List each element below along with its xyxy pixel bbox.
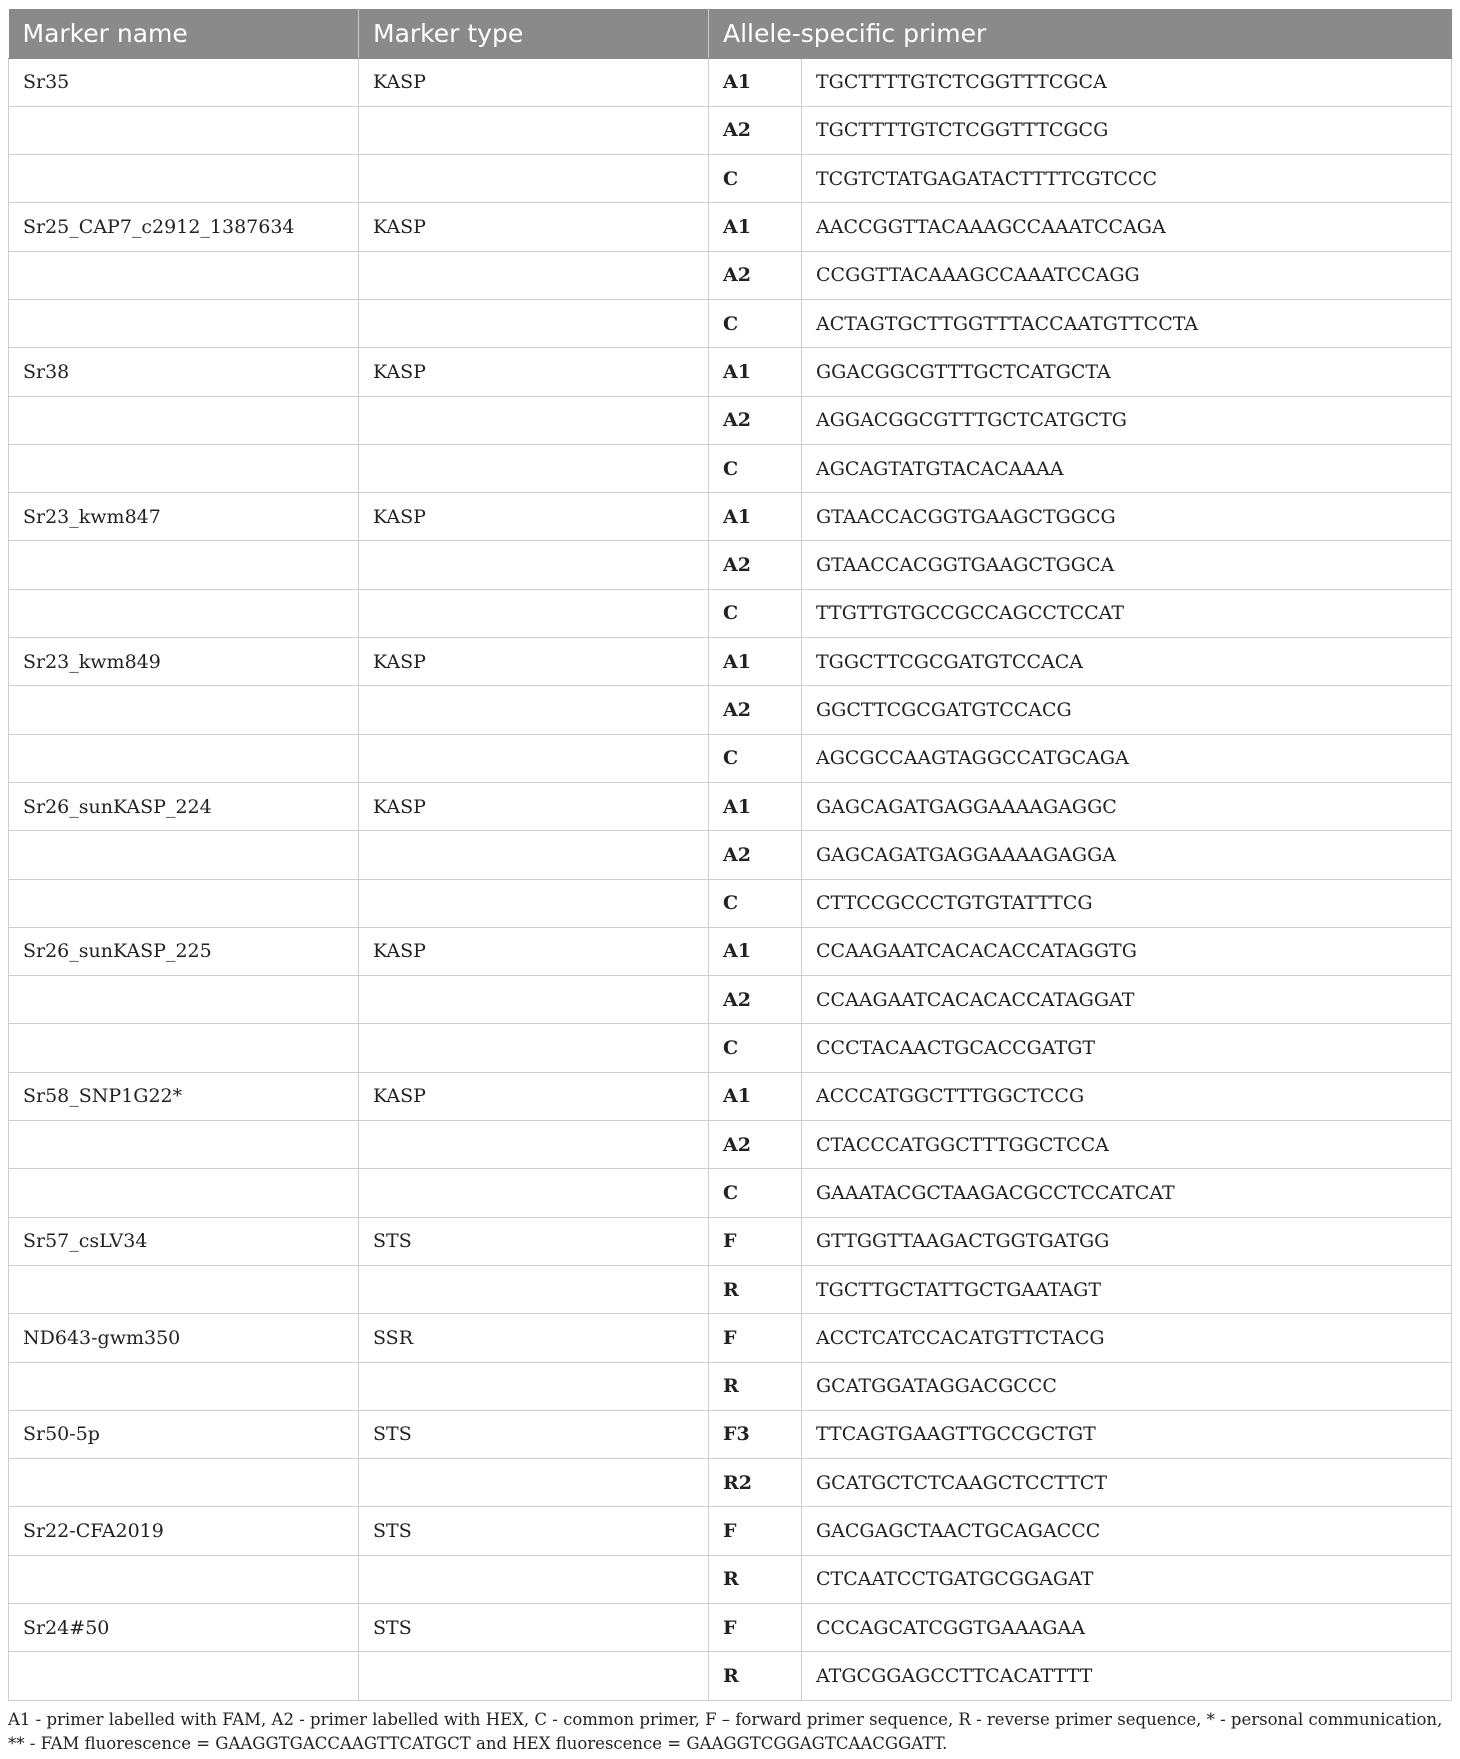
primer-sequence-cell: TCGTCTATGAGATACTTTTCGTCCC xyxy=(802,155,1452,203)
marker-type-cell: STS xyxy=(359,1410,709,1458)
primer-code-cell: R2 xyxy=(709,1459,802,1507)
marker-type-cell xyxy=(359,976,709,1024)
marker-name-cell xyxy=(9,1555,359,1603)
marker-name-cell xyxy=(9,444,359,492)
marker-name-cell xyxy=(9,734,359,782)
table-header xyxy=(9,9,1452,58)
table-row xyxy=(9,444,1452,492)
table-row xyxy=(9,1024,1452,1072)
primer-sequence-cell: GAAATACGCTAAGACGCCTCCATCAT xyxy=(802,1169,1452,1217)
marker-type-cell: KASP xyxy=(359,1072,709,1120)
marker-name-cell xyxy=(9,1652,359,1700)
table-row xyxy=(9,1169,1452,1217)
table-row xyxy=(9,1555,1452,1603)
marker-name-cell: Sr22-CFA2019 xyxy=(9,1507,359,1555)
primer-sequence-cell: TTCAGTGAAGTTGCCGCTGT xyxy=(802,1410,1452,1458)
table-row xyxy=(9,58,1452,106)
marker-type-cell xyxy=(359,1265,709,1313)
primer-code-cell: C xyxy=(709,444,802,492)
primer-sequence-cell: ATGCGGAGCCTTCACATTTT xyxy=(802,1652,1452,1700)
marker-name-cell: Sr35 xyxy=(9,58,359,106)
primer-sequence-cell: CCCAGCATCGGTGAAAGAA xyxy=(802,1604,1452,1652)
primer-sequence-cell: GGCTTCGCGATGTCCACG xyxy=(802,686,1452,734)
marker-type-cell xyxy=(359,251,709,299)
marker-name-cell: Sr23_kwm849 xyxy=(9,638,359,686)
table-row xyxy=(9,589,1452,637)
primer-code-cell: R xyxy=(709,1362,802,1410)
marker-type-cell: STS xyxy=(359,1604,709,1652)
marker-name-cell xyxy=(9,106,359,154)
marker-name-cell xyxy=(9,251,359,299)
marker-name-cell xyxy=(9,1459,359,1507)
marker-type-cell: SSR xyxy=(359,1314,709,1362)
primer-sequence-cell: GAGCAGATGAGGAAAAGAGGA xyxy=(802,831,1452,879)
primer-code-cell: A1 xyxy=(709,58,802,106)
primer-code-cell: A2 xyxy=(709,686,802,734)
primer-sequence-cell: AGCGCCAAGTAGGCCATGCAGA xyxy=(802,734,1452,782)
marker-type-cell: KASP xyxy=(359,493,709,541)
marker-name-cell xyxy=(9,976,359,1024)
primer-code-cell: A2 xyxy=(709,396,802,444)
primer-sequence-cell: TGGCTTCGCGATGTCCACA xyxy=(802,638,1452,686)
marker-type-cell xyxy=(359,1652,709,1700)
primer-code-cell: A2 xyxy=(709,1121,802,1169)
primer-code-cell: A1 xyxy=(709,782,802,830)
table-row xyxy=(9,348,1452,396)
primer-sequence-cell: GCATGGATAGGACGCCC xyxy=(802,1362,1452,1410)
primer-code-cell: R xyxy=(709,1555,802,1603)
primer-code-cell: C xyxy=(709,1024,802,1072)
table-row xyxy=(9,1217,1452,1265)
primer-table-container xyxy=(8,9,1451,1701)
table-row xyxy=(9,493,1452,541)
primer-code-cell: F xyxy=(709,1314,802,1362)
marker-name-cell: Sr26_sunKASP_225 xyxy=(9,927,359,975)
table-row xyxy=(9,638,1452,686)
primer-code-cell: R xyxy=(709,1265,802,1313)
marker-name-cell xyxy=(9,831,359,879)
primer-sequence-cell: AACCGGTTACAAAGCCAAATCCAGA xyxy=(802,203,1452,251)
marker-type-cell: KASP xyxy=(359,638,709,686)
marker-type-cell: KASP xyxy=(359,782,709,830)
table-row xyxy=(9,927,1452,975)
table-row xyxy=(9,1604,1452,1652)
marker-name-cell: Sr23_kwm847 xyxy=(9,493,359,541)
marker-type-cell xyxy=(359,1024,709,1072)
primer-sequence-cell: ACTAGTGCTTGGTTTACCAATGTTCCTA xyxy=(802,299,1452,347)
header-allele-specific-primer: Allele-specific primer xyxy=(709,9,1452,58)
primer-sequence-cell: GTTGGTTAAGACTGGTGATGG xyxy=(802,1217,1452,1265)
header-marker-name: Marker name xyxy=(9,9,359,58)
marker-name-cell xyxy=(9,879,359,927)
table-body xyxy=(9,58,1452,1700)
marker-name-cell: Sr26_sunKASP_224 xyxy=(9,782,359,830)
primer-code-cell: C xyxy=(709,155,802,203)
marker-name-cell xyxy=(9,1024,359,1072)
table-row xyxy=(9,396,1452,444)
marker-type-cell: KASP xyxy=(359,927,709,975)
marker-name-cell xyxy=(9,541,359,589)
marker-type-cell: KASP xyxy=(359,58,709,106)
marker-name-cell xyxy=(9,1169,359,1217)
marker-name-cell: Sr24#50 xyxy=(9,1604,359,1652)
table-row xyxy=(9,1072,1452,1120)
table-row xyxy=(9,1314,1452,1362)
marker-type-cell: KASP xyxy=(359,348,709,396)
marker-type-cell xyxy=(359,106,709,154)
marker-type-cell xyxy=(359,589,709,637)
primer-code-cell: A2 xyxy=(709,976,802,1024)
primer-sequence-cell: TTGTTGTGCCGCCAGCCTCCAT xyxy=(802,589,1452,637)
marker-type-cell: STS xyxy=(359,1217,709,1265)
table-row xyxy=(9,1410,1452,1458)
marker-type-cell xyxy=(359,831,709,879)
marker-name-cell xyxy=(9,155,359,203)
primer-code-cell: C xyxy=(709,1169,802,1217)
marker-type-cell xyxy=(359,879,709,927)
primer-table xyxy=(8,9,1452,1701)
primer-code-cell: A2 xyxy=(709,251,802,299)
primer-code-cell: C xyxy=(709,734,802,782)
primer-sequence-cell: TGCTTTTGTCTCGGTTTCGCG xyxy=(802,106,1452,154)
table-row xyxy=(9,976,1452,1024)
primer-sequence-cell: GGACGGCGTTTGCTCATGCTA xyxy=(802,348,1452,396)
primer-sequence-cell: CCAAGAATCACACACCATAGGAT xyxy=(802,976,1452,1024)
marker-name-cell xyxy=(9,396,359,444)
primer-code-cell: A1 xyxy=(709,348,802,396)
table-row xyxy=(9,879,1452,927)
primer-code-cell: A1 xyxy=(709,1072,802,1120)
marker-type-cell: STS xyxy=(359,1507,709,1555)
marker-name-cell xyxy=(9,1121,359,1169)
marker-name-cell xyxy=(9,299,359,347)
table-footnote: A1 - primer labelled with FAM, A2 - primer labelled with HEX, C - common primer, F – forward primer sequence, R - reverse primer sequence, * - personal communication, ** - FAM fluorescence = GAAGGTGACCAAGTTCATGCT and HEX fluorescence = GAAGGTCGGAGTCAACGGATT. xyxy=(8,1710,1443,1753)
primer-code-cell: A1 xyxy=(709,203,802,251)
marker-type-cell xyxy=(359,686,709,734)
primer-code-cell: C xyxy=(709,299,802,347)
primer-code-cell: A1 xyxy=(709,638,802,686)
table-row xyxy=(9,541,1452,589)
marker-name-cell: Sr38 xyxy=(9,348,359,396)
marker-name-cell: ND643-gwm350 xyxy=(9,1314,359,1362)
marker-type-cell xyxy=(359,1459,709,1507)
table-row xyxy=(9,1265,1452,1313)
primer-code-cell: A2 xyxy=(709,831,802,879)
table-row xyxy=(9,1652,1452,1700)
marker-type-cell xyxy=(359,155,709,203)
table-row xyxy=(9,686,1452,734)
primer-code-cell: A2 xyxy=(709,106,802,154)
primer-code-cell: R xyxy=(709,1652,802,1700)
marker-type-cell: KASP xyxy=(359,203,709,251)
table-row xyxy=(9,106,1452,154)
marker-name-cell xyxy=(9,686,359,734)
marker-type-cell xyxy=(359,1362,709,1410)
primer-code-cell: F3 xyxy=(709,1410,802,1458)
primer-sequence-cell: GAGCAGATGAGGAAAAGAGGC xyxy=(802,782,1452,830)
marker-type-cell xyxy=(359,1121,709,1169)
primer-sequence-cell: GTAACCACGGTGAAGCTGGCA xyxy=(802,541,1452,589)
marker-type-cell xyxy=(359,396,709,444)
marker-type-cell xyxy=(359,541,709,589)
table-row xyxy=(9,1507,1452,1555)
marker-name-cell: Sr25_CAP7_c2912_1387634 xyxy=(9,203,359,251)
primer-code-cell: C xyxy=(709,879,802,927)
table-row xyxy=(9,299,1452,347)
primer-code-cell: F xyxy=(709,1217,802,1265)
marker-name-cell xyxy=(9,1362,359,1410)
table-row xyxy=(9,1121,1452,1169)
table-row xyxy=(9,831,1452,879)
table-row xyxy=(9,203,1452,251)
marker-type-cell xyxy=(359,1555,709,1603)
primer-code-cell: A1 xyxy=(709,493,802,541)
table-row xyxy=(9,1459,1452,1507)
table-row xyxy=(9,782,1452,830)
marker-name-cell: Sr57_csLV34 xyxy=(9,1217,359,1265)
primer-code-cell: C xyxy=(709,589,802,637)
primer-sequence-cell: CCAAGAATCACACACCATAGGTG xyxy=(802,927,1452,975)
marker-name-cell: Sr58_SNP1G22* xyxy=(9,1072,359,1120)
table-row xyxy=(9,734,1452,782)
primer-code-cell: A1 xyxy=(709,927,802,975)
marker-type-cell xyxy=(359,299,709,347)
primer-sequence-cell: ACCCATGGCTTTGGCTCCG xyxy=(802,1072,1452,1120)
primer-sequence-cell: TGCTTTTGTCTCGGTTTCGCA xyxy=(802,58,1452,106)
marker-name-cell xyxy=(9,1265,359,1313)
primer-sequence-cell: AGCAGTATGTACACAAAA xyxy=(802,444,1452,492)
table-row xyxy=(9,155,1452,203)
primer-sequence-cell: AGGACGGCGTTTGCTCATGCTG xyxy=(802,396,1452,444)
primer-code-cell: A2 xyxy=(709,541,802,589)
marker-type-cell xyxy=(359,734,709,782)
primer-sequence-cell: GACGAGCTAACTGCAGACCC xyxy=(802,1507,1452,1555)
primer-sequence-cell: GCATGCTCTCAAGCTCCTTCT xyxy=(802,1459,1452,1507)
primer-sequence-cell: ACCTCATCCACATGTTCTACG xyxy=(802,1314,1452,1362)
marker-type-cell xyxy=(359,444,709,492)
header-row xyxy=(9,9,1452,58)
primer-sequence-cell: CTTCCGCCCTGTGTATTTCG xyxy=(802,879,1452,927)
marker-name-cell: Sr50-5p xyxy=(9,1410,359,1458)
marker-type-cell xyxy=(359,1169,709,1217)
primer-code-cell: F xyxy=(709,1604,802,1652)
primer-sequence-cell: CTCAATCCTGATGCGGAGAT xyxy=(802,1555,1452,1603)
primer-sequence-cell: CTACCCATGGCTTTGGCTCCA xyxy=(802,1121,1452,1169)
marker-name-cell xyxy=(9,589,359,637)
primer-sequence-cell: CCGGTTACAAAGCCAAATCCAGG xyxy=(802,251,1452,299)
header-marker-type: Marker type xyxy=(359,9,709,58)
primer-sequence-cell: TGCTTGCTATTGCTGAATAGT xyxy=(802,1265,1452,1313)
table-row xyxy=(9,1362,1452,1410)
primer-sequence-cell: CCCTACAACTGCACCGATGT xyxy=(802,1024,1452,1072)
primer-sequence-cell: GTAACCACGGTGAAGCTGGCG xyxy=(802,493,1452,541)
primer-code-cell: F xyxy=(709,1507,802,1555)
table-row xyxy=(9,251,1452,299)
